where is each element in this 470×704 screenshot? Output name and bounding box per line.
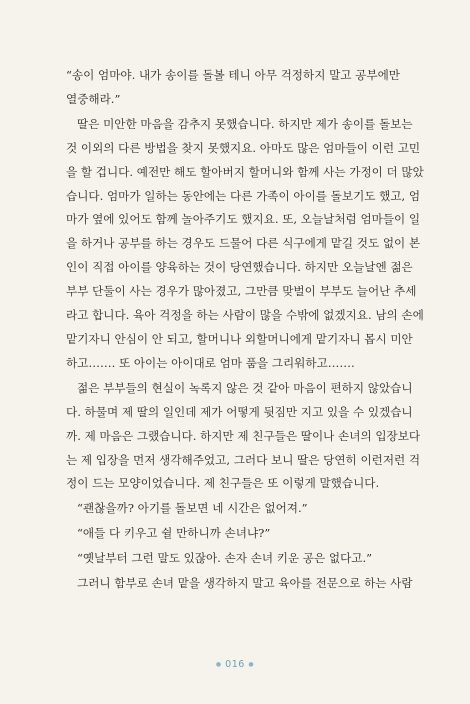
page-number bbox=[0, 659, 470, 670]
text-line: 는 제 입장을 먼저 생각해주었고, 그러다 보니 딸은 당연히 이런저런 걱 bbox=[66, 452, 421, 467]
paragraph-1 bbox=[66, 64, 408, 112]
text-line: 젊은 부부들의 현실이 녹록지 않은 것 같아 마음이 편하지 않았습니 bbox=[77, 380, 413, 395]
text-line: “괜찮을까? 아기를 돌보면 네 시간은 없어져.” bbox=[77, 501, 308, 516]
text-line: 을 할 겁니다. 예전만 해도 할아버지 할머니와 함께 사는 가정이 더 많았 bbox=[66, 164, 424, 179]
text-line: 하고……. 또 아이는 아이대로 엄마 품을 그리워하고……. bbox=[66, 355, 355, 370]
page-number-text: 016 bbox=[225, 659, 245, 670]
text-line: 딸은 미안한 마음을 감추지 못했습니다. 하지만 제가 송이를 돌보는 bbox=[77, 116, 413, 131]
quote-2 bbox=[66, 522, 408, 546]
text-line: 마가 옆에 있어도 함께 놀아주기도 했지요. 또, 오늘날처럼 엄마들이 일 bbox=[66, 212, 421, 227]
text-line: “애들 다 키우고 쉴 만하니까 손녀냐?” bbox=[77, 526, 271, 541]
quote-3 bbox=[66, 547, 408, 571]
quote-1 bbox=[66, 497, 408, 521]
ornament-dot-icon: ● bbox=[215, 661, 222, 668]
text-line: 다. 하물며 제 딸의 일인데 제가 어떻게 뒷짐만 지고 있을 수 있겠습니 bbox=[66, 404, 413, 419]
body-text bbox=[66, 64, 424, 597]
paragraph-3 bbox=[66, 377, 421, 497]
paragraph-4 bbox=[66, 572, 413, 596]
text-line: 습니다. 엄마가 일하는 동안에는 다른 가족이 아이를 돌보기도 했고, 엄 bbox=[66, 188, 421, 203]
text-line: 그러니 함부로 손녀 맡을 생각하지 말고 육아를 전문으로 하는 사람 bbox=[77, 576, 413, 591]
text-line: 을 하거나 공부를 하는 경우도 드물어 다른 식구에게 맡길 것도 없이 본 bbox=[66, 236, 421, 251]
text-line: 라고 합니다. 육아 걱정을 하는 사람이 많을 수밖에 없겠지요. 남의 손에 bbox=[66, 308, 424, 323]
text-line: 인이 직접 아이를 양육하는 것이 당연했습니다. 하지만 오늘날엔 젊은 bbox=[66, 260, 413, 275]
text-line: 부부 단둘이 사는 경우가 많아졌고, 그만큼 맞벌이 부부도 늘어난 추세 bbox=[66, 284, 417, 299]
text-line: “송이 엄마야. 내가 송이를 돌볼 테니 아무 걱정하지 말고 공부에만 bbox=[66, 68, 400, 82]
text-line: 맡기자니 안심이 안 되고, 할머니나 외할머니에게 맡기자니 몹시 미안 bbox=[66, 331, 413, 346]
text-line: 정이 드는 모양이었습니다. 제 친구들은 또 이렇게 말했습니다. bbox=[66, 476, 380, 491]
text-line: 것 이외의 다른 방법을 찾지 못했지요. 아마도 많은 엄마들이 이런 고민 bbox=[66, 140, 421, 155]
paragraph-2 bbox=[66, 113, 424, 376]
text-line: 열중해라.” bbox=[66, 91, 121, 106]
text-line: 까. 제 마음은 그랬습니다. 하지만 제 친구들은 딸이나 손녀의 입장보다 bbox=[66, 428, 421, 443]
text-line: “옛날부터 그런 말도 있잖아. 손자 손녀 키운 공은 없다고.” bbox=[77, 551, 373, 566]
ornament-dot-icon: ● bbox=[248, 661, 255, 668]
